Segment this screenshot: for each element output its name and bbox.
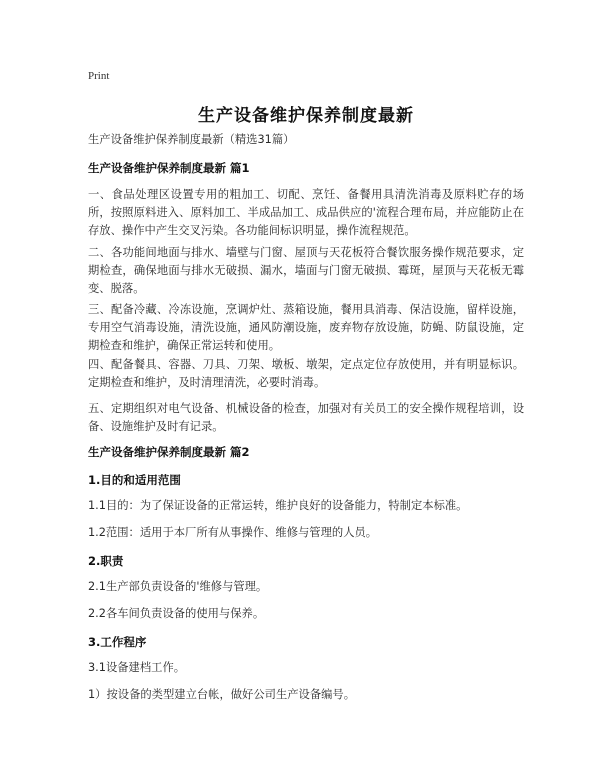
section3-item-1: 3.1设备建档工作。 bbox=[88, 661, 186, 674]
section3-subitem-1: 1）按设备的类型建立台帐，做好公司生产设备编号。 bbox=[88, 688, 356, 701]
article1-paragraph-2: 二、各功能间地面与排水、墙壁与门窗、屋顶与天花板符合餐饮服务操作规范要求，定期检查，确保地面与排水无破损、漏水，墙面与门窗无破损、霉斑，屋顶与天花板无霉变、脱落。 bbox=[88, 246, 524, 295]
article1-paragraph-3: 三、配备冷藏、冷冻设施，烹调炉灶、蒸箱设施，餐用具消毒、保洁设施，留样设施，专用空气消毒设施，清洗设施，通风防潮设施，废弃物存放设施，防蝇、防鼠设施，定期检查和维护，确保正常运转和使用。 bbox=[88, 303, 524, 352]
article1-paragraph-4: 四、配备餐具、容器、刀具、刀架、墩板、墩架，定点定位存放使用，并有明显标识。定期检查和维护，及时清理清洗，必要时消毒。 bbox=[88, 358, 524, 389]
section2-heading: 2.职责 bbox=[88, 554, 124, 568]
section1-heading: 1.目的和适用范围 bbox=[88, 473, 181, 487]
article1-heading: 生产设备维护保养制度最新 篇1 bbox=[88, 161, 250, 175]
document-title: 生产设备维护保养制度最新 bbox=[198, 106, 414, 126]
section2-item-2: 2.2各车间负责设备的使用与保养。 bbox=[88, 607, 265, 620]
section1-item-1: 1.1目的：为了保证设备的正常运转，维护良好的设备能力，特制定本标准。 bbox=[88, 499, 468, 512]
section1-item-2: 1.2范围：适用于本厂所有从事操作、维修与管理的人员。 bbox=[88, 526, 378, 539]
print-link[interactable]: Print bbox=[88, 70, 110, 82]
section3-heading: 3.工作程序 bbox=[88, 635, 147, 649]
article1-paragraph-5: 五、定期组织对电气设备、机械设备的检查，加强对有关员工的安全操作规程培训，设备、设施维护及时有记录。 bbox=[88, 402, 524, 433]
article2-heading: 生产设备维护保养制度最新 篇2 bbox=[88, 445, 250, 459]
document-subtitle: 生产设备维护保养制度最新（精选31篇） bbox=[88, 133, 295, 146]
article1-paragraph-1: 一、食品处理区设置专用的粗加工、切配、烹饪、备餐用具清洗消毒及原料贮存的场所，按照原料进入、原料加工、半成品加工、成品供应的'流程合理布局，并应能防止在存放、操作中产生交叉污染。各功能间标识明显，操作流程规范。 bbox=[88, 188, 524, 237]
section2-item-1: 2.1生产部负责设备的'维修与管理。 bbox=[88, 580, 268, 593]
